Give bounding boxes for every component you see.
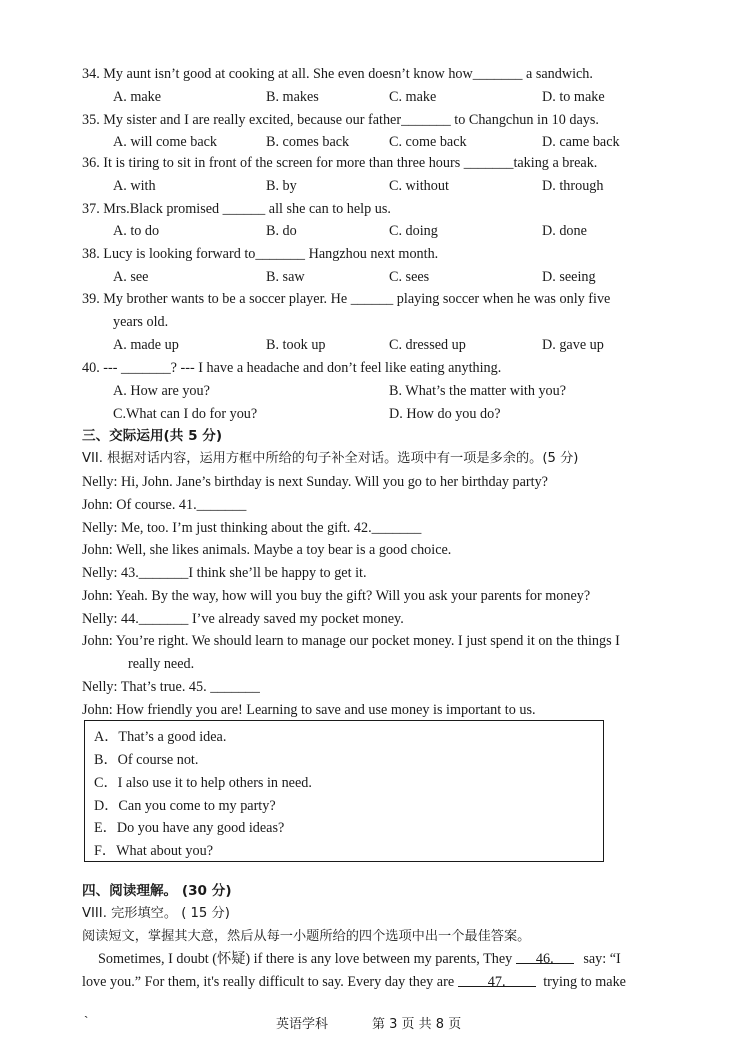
q38-option-d: D. seeing [542,269,596,285]
q35-option-b: B. comes back [266,134,350,150]
section-3-heading: 三、交际运用(共 5 分) [82,428,223,444]
passage-text: love you.” For them, it's really difficult to say. Every day they are [82,974,455,990]
section-4-subheading: VIII. 完形填空。 ( 15 分) [82,906,230,921]
section-3-instruction: VII. 根据对话内容，运用方框中所给的句子补全对话。选项中有一项是多余的。(5 分) [82,451,579,466]
q39-option-c: C. dressed up [389,337,466,353]
q35-option-a: A. will come back [113,134,218,150]
q36-option-a: A. with [113,178,156,194]
q38-option-b: B. saw [266,269,305,285]
q37-option-b: B. do [266,223,297,239]
q40-option-c: C.What can I do for you? [113,406,258,422]
blank-46-number: 46. [535,951,554,967]
passage-line-2 [82,973,626,991]
q38-option-a: A. see [113,269,149,285]
blank-46 [516,950,574,967]
choice-d: D．Can you come to my party? [94,798,276,814]
choice-e: E．Do you have any good ideas? [94,820,285,836]
q36-option-b: B. by [266,178,297,194]
question-39-stem-continued: years old. [113,314,169,330]
q37-option-a: A. to do [113,223,160,239]
q39-option-a: A. made up [113,337,179,353]
question-40-stem: 40. --- _______? --- I have a headache and don’t feel like eating anything. [82,360,502,376]
q37-option-c: C. doing [389,223,438,239]
q36-option-d: D. through [542,178,604,194]
choice-b: B．Of course not. [94,752,199,768]
dialogue-line: John: Well, she likes animals. Maybe a toy bear is a good choice. [82,542,452,558]
question-39-stem: 39. My brother wants to be a soccer player. He ______ playing soccer when he was only five [82,291,611,307]
dialogue-line: Nelly: 43._______I think she’ll be happy to get it. [82,565,367,581]
question-37-stem: 37. Mrs.Black promised ______ all she can to help us. [82,201,391,217]
q40-option-d: D. How do you do? [389,406,501,422]
q40-option-b: B. What’s the matter with you? [389,383,567,399]
q37-option-d: D. done [542,223,587,239]
question-34-stem: 34. My aunt isn’t good at cooking at all. She even doesn’t know how_______ a sandwich. [82,66,593,82]
question-38-stem: 38. Lucy is looking forward to_______ Hangzhou next month. [82,246,439,262]
q35-option-d: D. came back [542,134,620,150]
passage-text: Sometimes, I doubt (怀疑) if there is any love between my parents, They [98,951,513,967]
dialogue-line-continued: really need. [128,656,195,672]
footer-mark: ` [84,1013,89,1028]
q38-option-c: C. sees [389,269,430,285]
q40-option-a: A. How are you? [113,383,210,399]
dialogue-line: Nelly: Me, too. I’m just thinking about the gift. 42._______ [82,520,422,536]
choice-c: C．I also use it to help others in need. [94,775,312,791]
q34-option-b: B. makes [266,89,319,105]
dialogue-line: John: How friendly you are! Learning to save and use money is important to us. [82,702,536,718]
q39-option-d: D. gave up [542,337,604,353]
q34-option-c: C. make [389,89,437,105]
dialogue-line: John: Of course. 41._______ [82,497,247,513]
q36-option-c: C. without [389,178,449,194]
choice-a: A．That’s a good idea. [94,729,227,745]
footer-page-number: 第 3 页 共 8 页 [372,1017,462,1032]
dialogue-line: John: You’re right. We should learn to manage our pocket money. I just spend it on the things I [82,633,620,649]
footer-subject: 英语学科 [276,1017,329,1032]
blank-47 [458,973,536,990]
dialogue-line: Nelly: 44._______ I’ve already saved my pocket money. [82,611,404,627]
passage-text: say: “I [583,951,621,967]
section-4-heading: 四、阅读理解。 (30 分) [82,883,232,899]
blank-47-number: 47. [487,974,506,990]
choice-f: F．What about you? [94,843,213,859]
passage-text: trying to make [543,974,626,990]
dialogue-line: Nelly: Hi, John. Jane’s birthday is next Sunday. Will you go to her birthday party? [82,474,548,490]
question-35-stem: 35. My sister and I are really excited, because our father_______ to Changchun in 10 days. [82,112,599,128]
q39-option-b: B. took up [266,337,326,353]
section-4-instruction: 阅读短文，掌握其大意，然后从每一小题所给的四个选项中出一个最佳答案。 [82,929,531,944]
q34-option-d: D. to make [542,89,605,105]
dialogue-line: Nelly: That’s true. 45. _______ [82,679,260,695]
dialogue-line: John: Yeah. By the way, how will you buy the gift? Will you ask your parents for money? [82,588,591,604]
q34-option-a: A. make [113,89,162,105]
question-36-stem: 36. It is tiring to sit in front of the screen for more than three hours _______taking a break. [82,155,598,171]
q35-option-c: C. come back [389,134,467,150]
passage-line-1 [98,950,621,968]
